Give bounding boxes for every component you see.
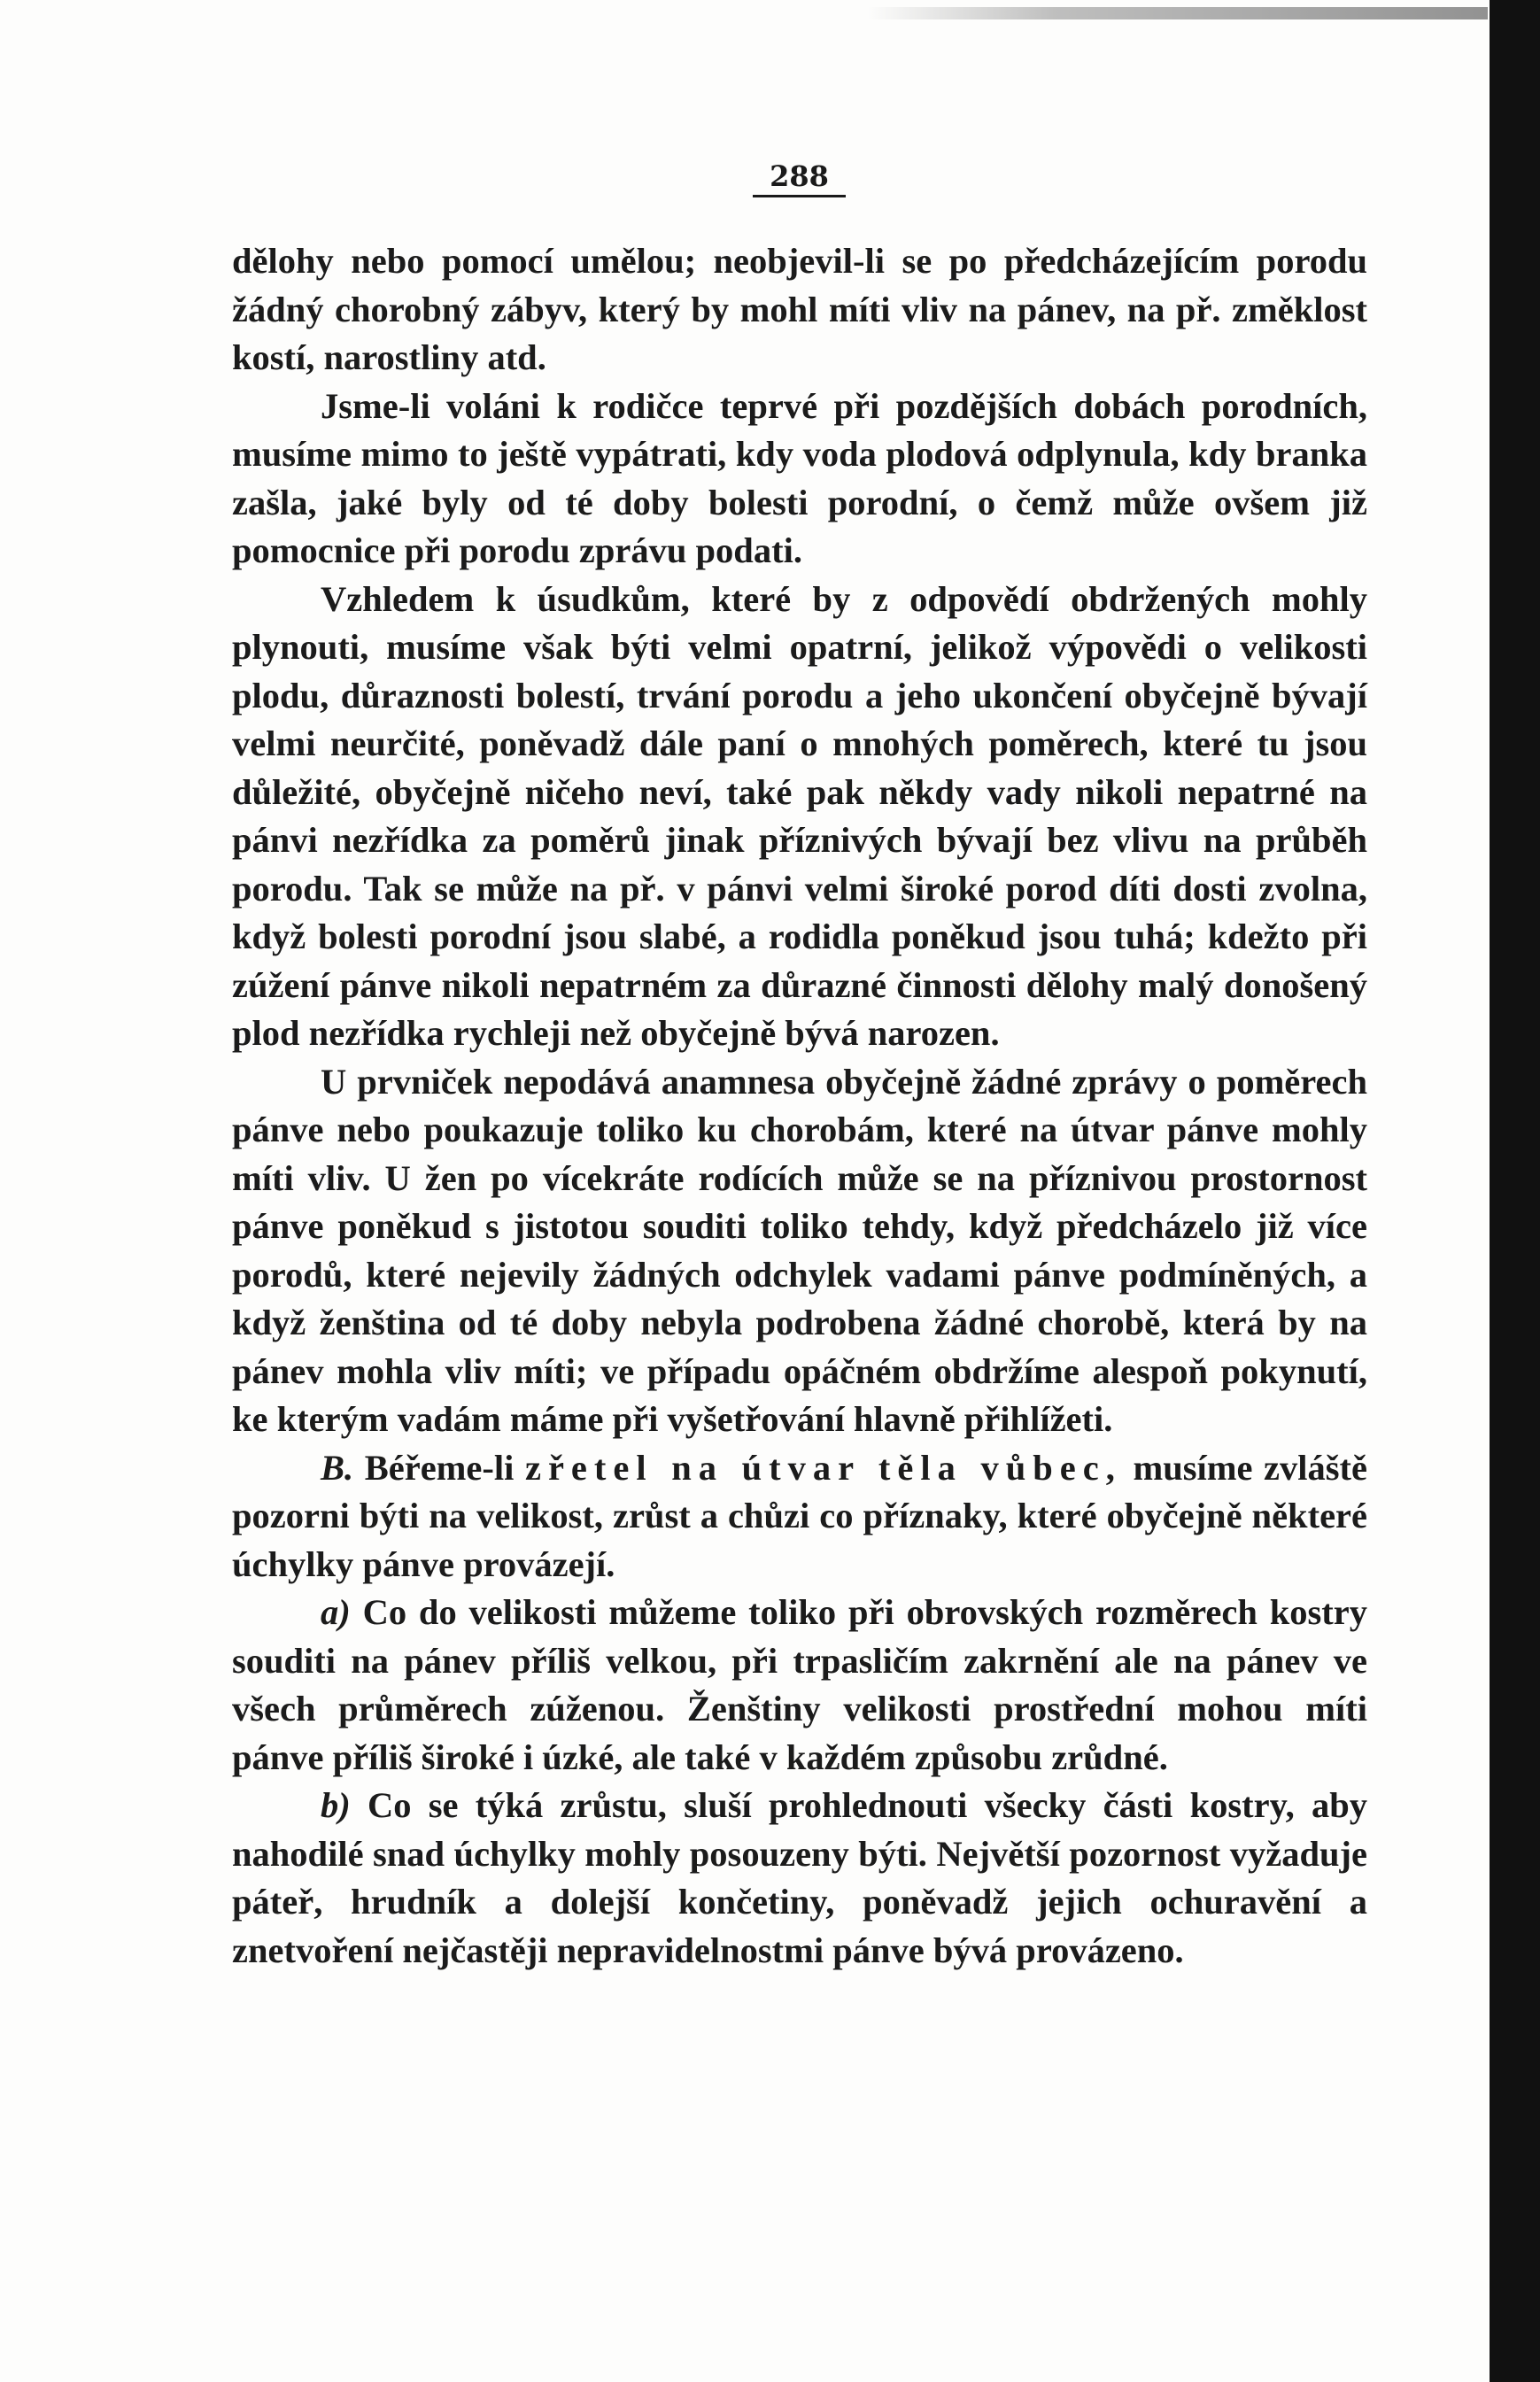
- scan-top-shadow: [868, 7, 1488, 19]
- paragraph-4: U prvniček nepodává anamnesa obyčejně žádné zprávy o poměrech pánve nebo poukazuje toliko ku chorobám, které na útvar pánve mohly míti vliv. U žen po vícekráte rodících může se na příznivou prostornost pánve poněkud s jistotou souditi toliko tehdy, když předcházelo již více porodů, které nejevily žádných odchylek vadami pánve podmíněných, a když ženština od té doby nebyla podrobena žádné chorobě, která by na pánev mohla vliv míti; ve případu opáčném obdržíme alespoň pokynutí, ke kterým vadám máme při vyšetřování hlavně přihlížeti.: [232, 1061, 1367, 1439]
- paragraph-2: Jsme-li voláni k rodičce teprvé při pozdějších dobách porodních, musíme mimo to ještě vypátrati, kdy voda plodová odplynula, kdy branka zašla, jaké byly od té doby bolesti porodní, o čemž může ovšem již pomocnice při porodu zprávu podati.: [232, 385, 1367, 570]
- item-a-marker: a): [321, 1592, 351, 1632]
- item-b-marker: b): [321, 1785, 351, 1825]
- section-b-rest: musíme zvláště pozorni býti na velikost, zrůst a chůzi co příznaky, které obyčejně některé úchylky pánve provázejí.: [232, 1447, 1367, 1584]
- section-b-spaced-heading: zřetel na útvar těla vůbec,: [524, 1447, 1122, 1488]
- page-number: 288: [753, 159, 846, 197]
- item-b-paragraph: [232, 1782, 1367, 1975]
- item-a-paragraph: [232, 1589, 1367, 1782]
- paragraph-3: Vzhledem k úsudkům, které by z odpovědí obdržených mohly plynouti, musíme však býti velmi opatrní, jelikož výpovědi o velikosti plodu, důraznosti bolestí, trvání porodu a jeho ukončení obyčejně bývají velmi neurčité, poněvadž dále paní o mnohých poměrech, které tu jsou důležité, obyčejně ničeho neví, také pak někdy vady nikoli nepatrné na pánvi nezřídka za poměrů jinak příznivých bývají bez vlivu na průběh porodu. Tak se může na př. v pánvi velmi široké porod díti dosti zvolna, když bolesti porodní jsou slabé, a rodidla poněkud jsou tuhá; kdežto při zúžení pánve nikoli nepatrném za důrazné činnosti dělohy malý donošený plod nezřídka rychleji než obyčejně bývá narozen.: [232, 578, 1367, 1053]
- section-b-marker: B.: [321, 1447, 354, 1488]
- item-b-text: Co se týká zrůstu, sluší prohlednouti všecky části kostry, aby nahodilé snad úchylky mohly posouzeny býti. Největší pozornost vyžaduje páteř, hrudník a dolejší končetiny, poněvadž jejich ochuravění a znetvoření nejčastěji nepravidelnostmi pánve bývá provázeno.: [232, 1785, 1367, 1970]
- section-b-paragraph: [232, 1444, 1367, 1589]
- scan-border: [1490, 0, 1540, 2382]
- item-a-text: Co do velikosti můžeme toliko při obrovských rozměrech kostry souditi na pánev příliš velkou, při trpasličím zakrnění ale na pánev ve všech průměrech zúženou. Ženštiny velikosti prostřední mohou míti pánve příliš široké i úzké, ale také v každém způsobu zrůdné.: [232, 1592, 1367, 1777]
- body-text: [232, 237, 1367, 1975]
- section-b-lead: Béřeme-li: [364, 1447, 515, 1488]
- paragraph-1: dělohy nebo pomocí umělou; neobjevil-li se po předcházejícím porodu žádný chorobný zábyv, který by mohl míti vliv na pánev, na př. změklost kostí, narostliny atd.: [232, 241, 1367, 377]
